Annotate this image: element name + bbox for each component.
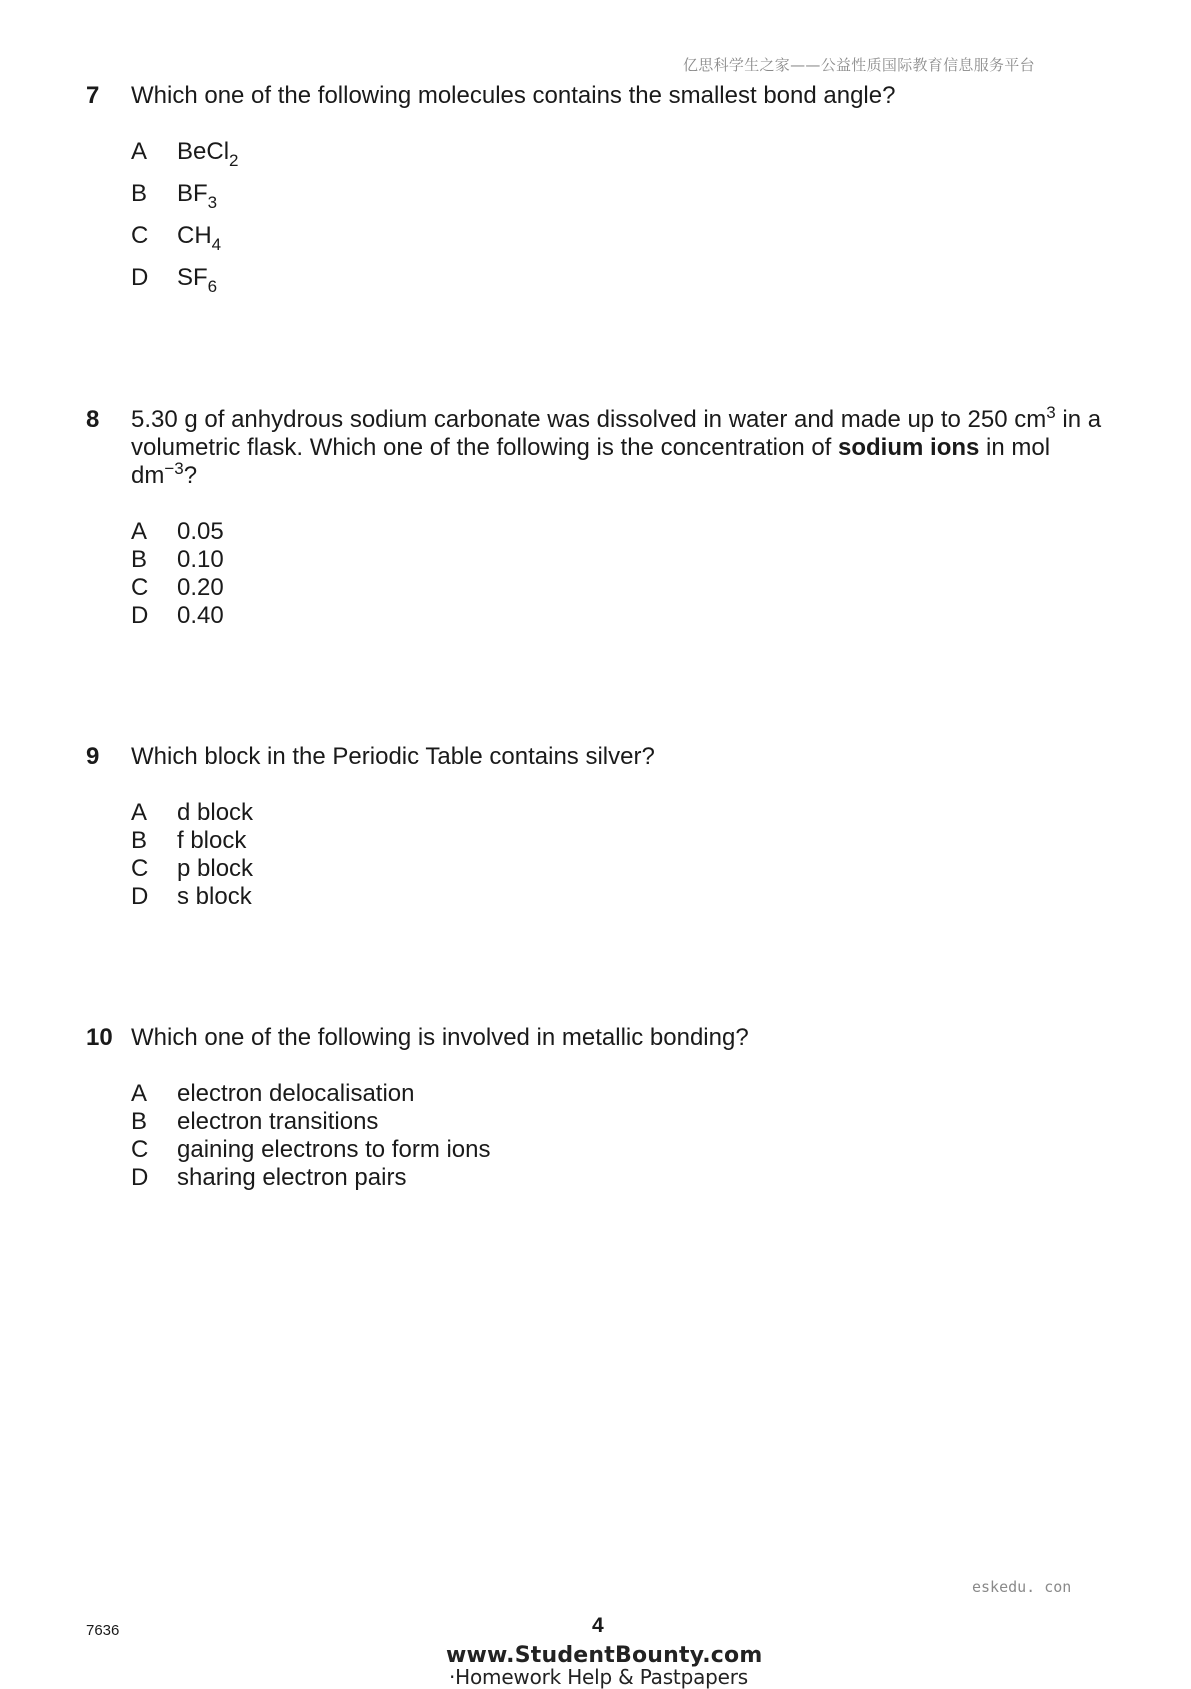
footer-watermark: eskedu. con xyxy=(972,1578,1072,1596)
question-number: 8 xyxy=(86,406,100,433)
option-letter: C xyxy=(131,222,149,249)
option-text: BF xyxy=(177,180,208,207)
option-subscript: 6 xyxy=(207,277,218,296)
option-subscript: 2 xyxy=(229,151,239,170)
question-number: 9 xyxy=(86,743,100,770)
option-letter: C xyxy=(131,574,149,601)
option-c xyxy=(131,1136,491,1164)
studentbounty-logo[interactable] xyxy=(446,1643,763,1689)
option-text: 0.05 xyxy=(177,518,224,545)
option-letter: A xyxy=(131,518,148,545)
header-watermark-text: 亿思科学生之家——公益性质国际教育信息服务平台 xyxy=(683,56,1035,74)
option-letter: B xyxy=(131,1108,148,1135)
option-text: p block xyxy=(177,855,254,882)
option-text: 0.20 xyxy=(177,574,224,601)
option-text: d block xyxy=(177,799,254,826)
option-text: electron transitions xyxy=(177,1108,379,1135)
option-d xyxy=(131,264,218,296)
option-a xyxy=(131,1080,414,1108)
option-d xyxy=(131,602,224,630)
option-text: CH xyxy=(177,222,212,249)
option-letter: A xyxy=(131,1080,148,1107)
option-text: f block xyxy=(177,827,247,854)
question-text: Which block in the Periodic Table contains silver? xyxy=(131,743,655,770)
logo-tagline-text: ·Homework Help & Pastpapers xyxy=(449,1665,748,1689)
option-letter: A xyxy=(131,799,148,826)
option-letter: D xyxy=(131,602,149,629)
option-a xyxy=(131,518,224,546)
option-c xyxy=(131,855,253,883)
option-letter: A xyxy=(131,138,148,165)
option-text: sharing electron pairs xyxy=(177,1164,407,1191)
option-text: BeCl xyxy=(177,138,230,165)
emphasis-text: sodium ions xyxy=(838,434,980,461)
question-text: 5.30 g of anhydrous sodium carbonate was dissolved in water and made up to 250 $cm^3$ in a volumetric flask. Which one of the following is the concentration of sodium ions in mol $dm^{-3}$? xyxy=(131,403,1102,489)
option-text: 0.10 xyxy=(177,546,224,573)
option-text: gaining electrons to form ions xyxy=(177,1136,491,1163)
option-text: s block xyxy=(177,883,252,910)
option-letter: B xyxy=(131,546,148,573)
option-text: electron delocalisation xyxy=(177,1080,415,1107)
option-c xyxy=(131,222,222,254)
page-number: 4 xyxy=(592,1614,604,1637)
question-number: 7 xyxy=(86,82,100,109)
option-letter: C xyxy=(131,855,149,882)
logo-url-text: www.StudentBounty.com xyxy=(446,1643,763,1668)
option-text: 0.40 xyxy=(177,602,224,629)
paper-code: 7636 xyxy=(86,1622,120,1639)
option-letter: D xyxy=(131,1164,149,1191)
option-a xyxy=(131,799,253,827)
question-text: Which one of the following is involved in metallic bonding? xyxy=(131,1024,749,1051)
option-subscript: 3 xyxy=(207,193,218,212)
option-letter: D xyxy=(131,883,149,910)
option-subscript: 4 xyxy=(211,235,222,254)
option-d xyxy=(131,1164,406,1192)
option-letter: C xyxy=(131,1136,149,1163)
option-a xyxy=(131,138,239,170)
option-letter: B xyxy=(131,180,148,207)
option-b xyxy=(131,546,224,574)
option-c xyxy=(131,574,224,602)
option-letter: B xyxy=(131,827,148,854)
option-b xyxy=(131,180,218,212)
option-d xyxy=(131,883,252,911)
question-text: Which one of the following molecules contains the smallest bond angle? xyxy=(131,82,896,109)
question-number: 10 xyxy=(86,1024,113,1051)
option-b xyxy=(131,827,246,855)
option-b xyxy=(131,1108,378,1136)
option-letter: D xyxy=(131,264,149,291)
option-text: SF xyxy=(177,264,208,291)
